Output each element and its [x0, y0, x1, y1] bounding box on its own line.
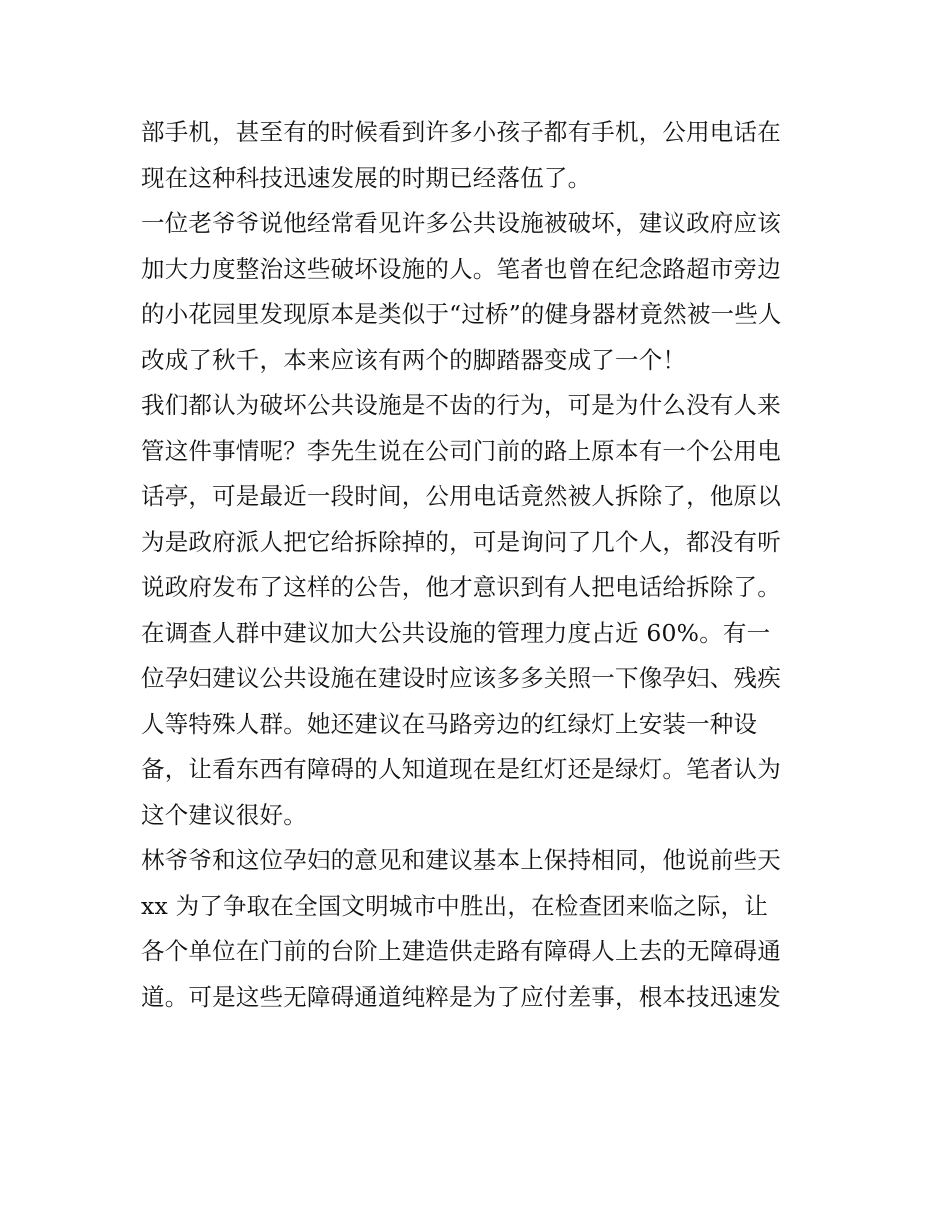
- body-text: [141, 110, 821, 1020]
- text-line-9: 话亭，可是最近一段时间，公用电话竟然被人拆除了，他原以: [141, 482, 781, 510]
- text-line-7: 我们都认为破坏公共设施是不齿的行为，可是为什么没有人来: [141, 391, 781, 419]
- text-line-2: 现在这种科技迅速发展的时期已经落伍了。: [141, 163, 592, 192]
- text-line-8: 管这件事情呢？李先生说在公司门前的路上原本有一个公用电: [141, 436, 781, 465]
- text-line-11: 说政府发布了这样的公告，他才意识到有人把电话给拆除了。: [141, 573, 781, 601]
- text-line-10: 为是政府派人把它给拆除掉的，可是询问了几个人，都没有听: [141, 527, 781, 556]
- text-line-12: 在调查人群中建议加大公共设施的管理力度占近 60%。有一: [141, 618, 771, 647]
- text-line-18: xx 为了争取在全国文明城市中胜出，在检查团来临之际，让: [141, 891, 769, 920]
- text-line-17: 林爷爷和这位孕妇的意见和建议基本上保持相同，他说前些天: [141, 846, 781, 874]
- text-line-4: 加大力度整治这些破坏设施的人。笔者也曾在纪念路超市旁边: [141, 254, 781, 283]
- text-line-20: 道。可是这些无障碍通道纯粹是为了应付差事，根本技迅速发: [141, 982, 781, 1011]
- text-line-1: 部手机，甚至有的时候看到许多小孩子都有手机，公用电话在: [141, 118, 781, 146]
- text-line-5: 的小花园里发现原本是类似于“过桥”的健身器材竟然被一些人: [141, 300, 782, 328]
- text-line-13: 位孕妇建议公共设施在建设时应该多多关照一下像孕妇、残疾: [141, 664, 781, 692]
- text-line-3: 一位老爷爷说他经常看见许多公共设施被破坏，建议政府应该: [141, 209, 781, 237]
- text-line-15: 备，让看东西有障碍的人知道现在是红灯还是绿灯。笔者认为: [141, 755, 781, 783]
- text-line-14: 人等特殊人群。她还建议在马路旁边的红绿灯上安装一种设: [141, 709, 758, 738]
- text-line-16: 这个建议很好。: [141, 800, 307, 829]
- text-line-6: 改成了秋千，本来应该有两个的脚踏器变成了一个！: [141, 345, 687, 374]
- text-line-19: 各个单位在门前的台阶上建造供走路有障碍人上去的无障碍通: [141, 937, 781, 965]
